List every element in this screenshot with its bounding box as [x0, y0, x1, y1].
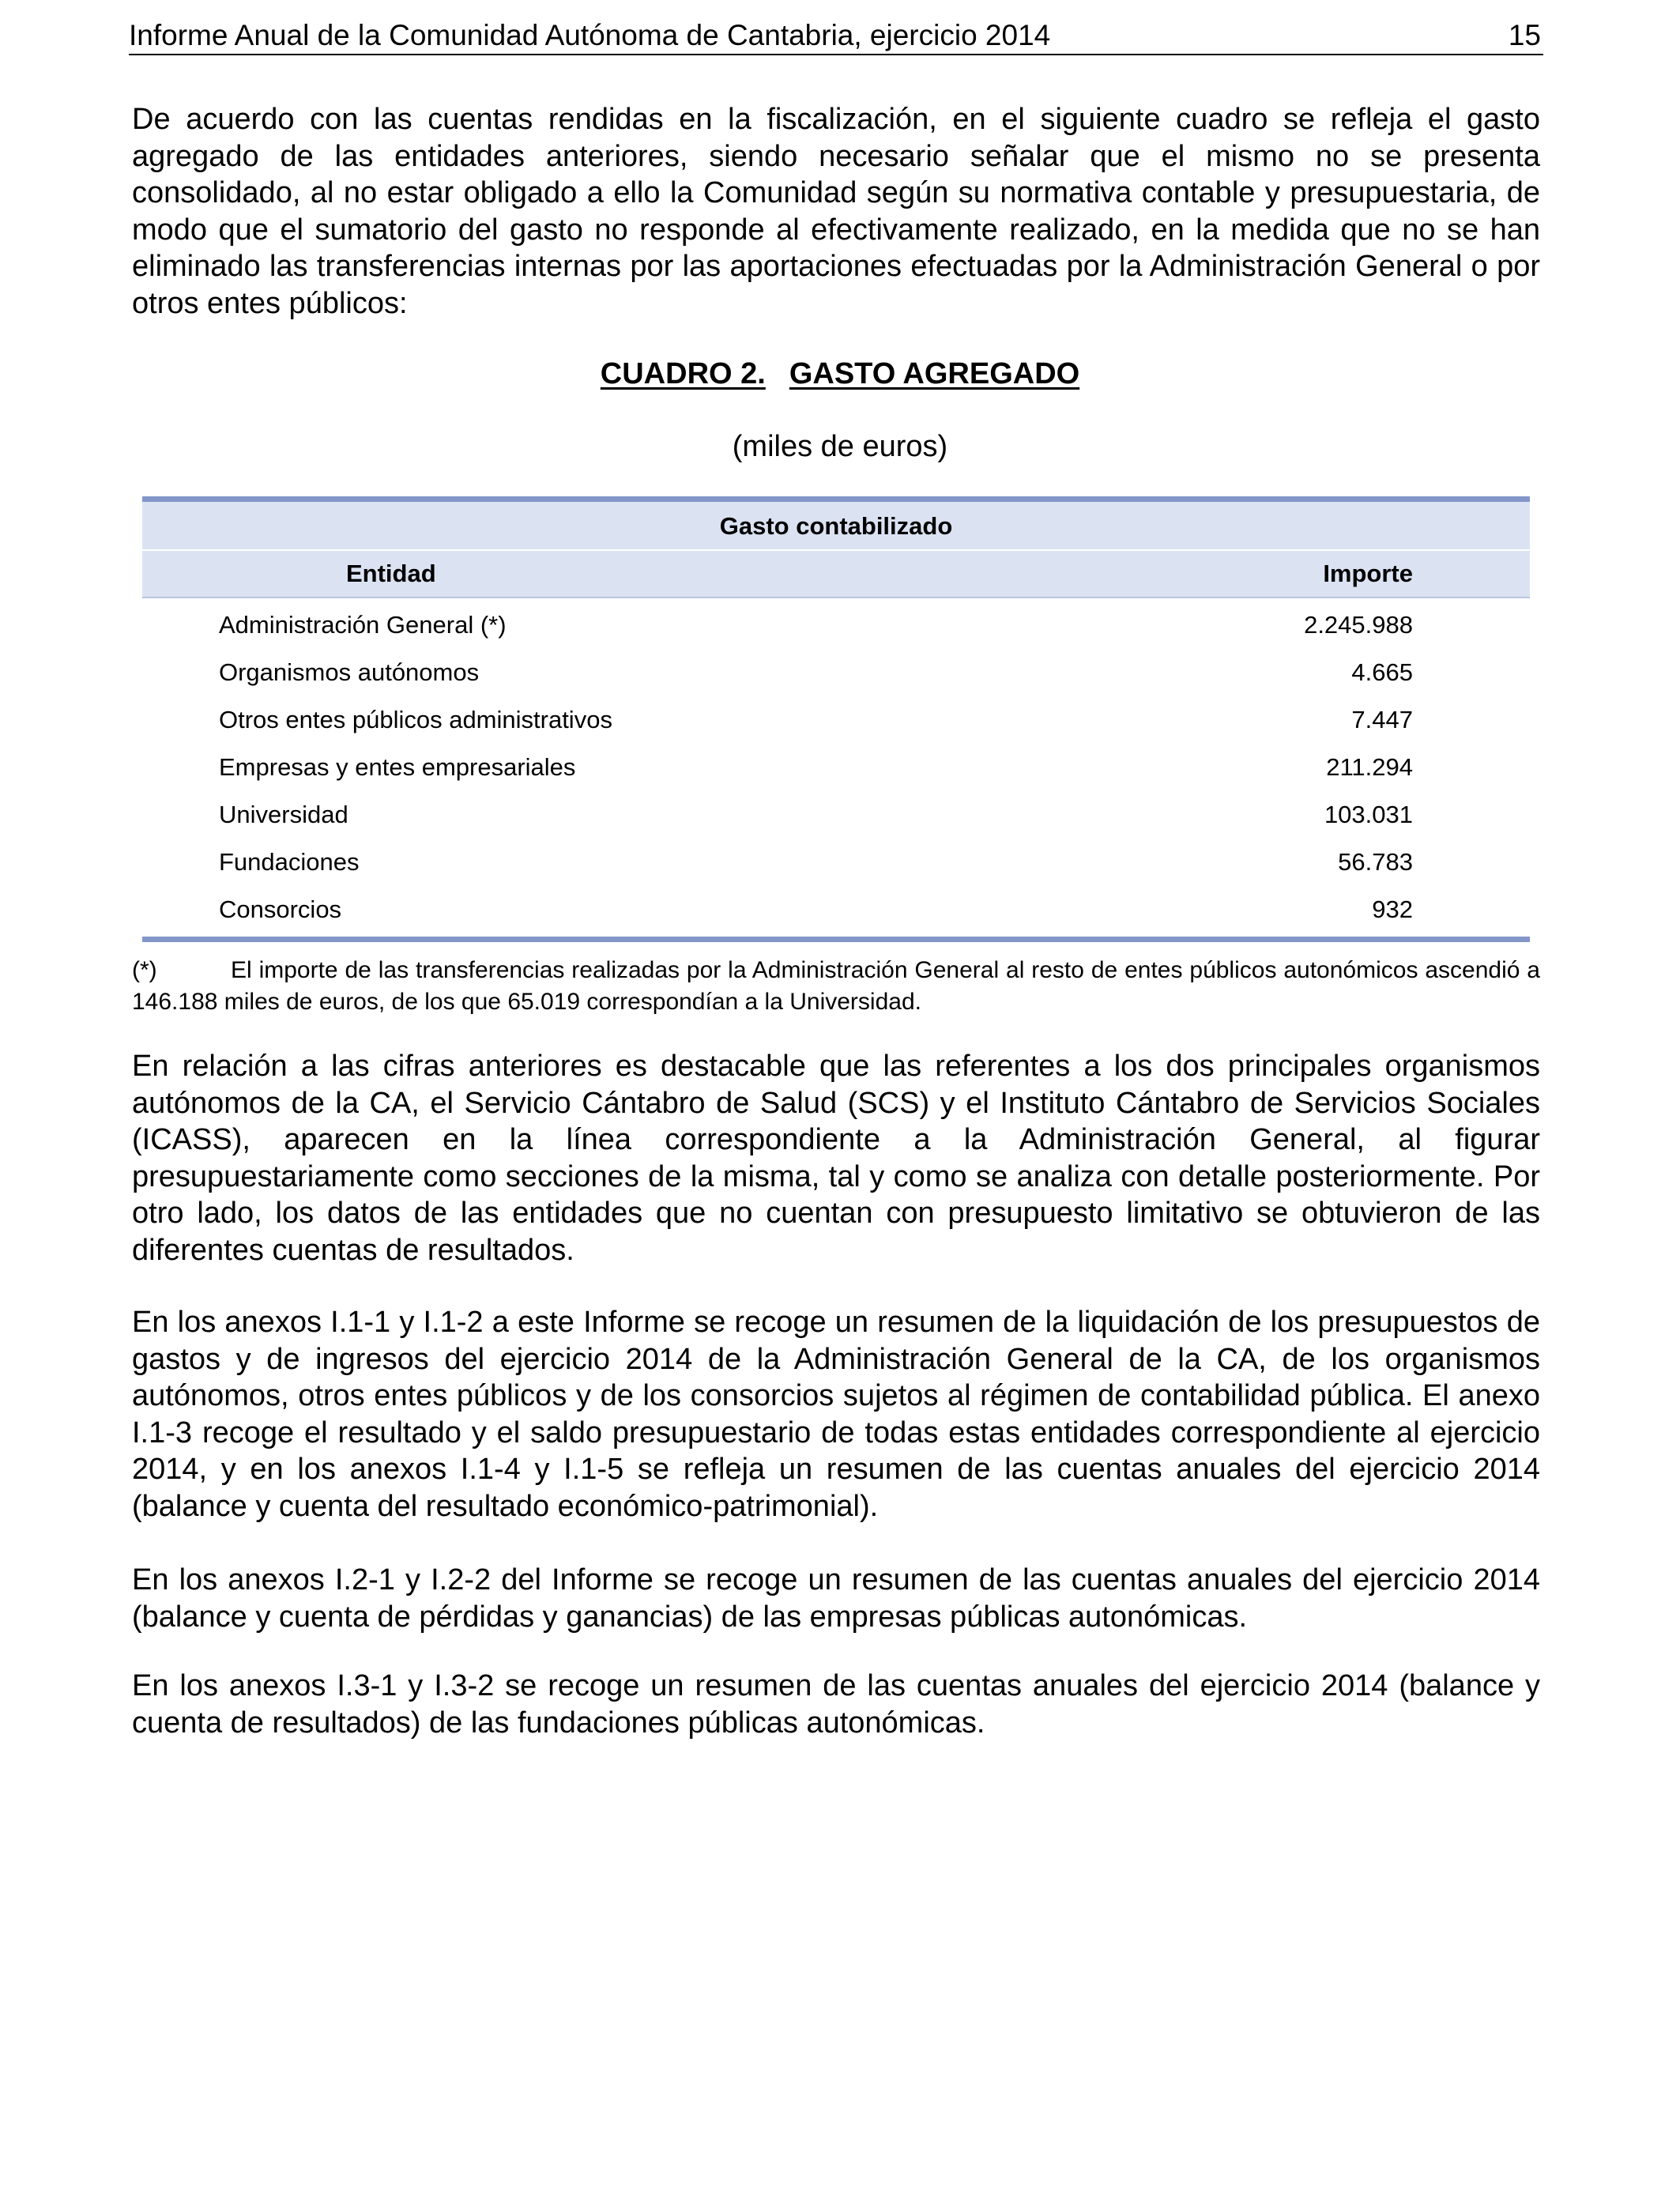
caption-number: CUADRO 2.: [600, 357, 766, 390]
table-row: [142, 696, 1530, 744]
column-entity-header: Entidad: [346, 560, 436, 587]
table-bottom-rule: [142, 937, 1530, 942]
table-row: [142, 791, 1530, 839]
row-entity: Otros entes públicos administrativos: [219, 706, 612, 733]
table-top-rule: [142, 496, 1530, 502]
paragraph-annex-3: En los anexos I.3-1 y I.3-2 se recoge un resumen de las cuentas anuales del ejercicio 2014 (balance y cuenta de resultados) de las fundaciones públicas autonómicas.: [132, 1669, 1540, 1740]
row-entity: Fundaciones: [219, 848, 360, 876]
paragraph-analysis: En relación a las cifras anteriores es destacable que las referentes a los dos principales organismos autónomos de la CA, el Servicio Cántabro de Salud (SCS) y el Instituto Cántabro de Servicios Sociales (ICASS), aparecen en la línea correspondiente a la Administración General, al figurar presupuestariamente como secciones de la misma, tal y como se analiza con detalle posteriormente. Por otro lado, los datos de las entidades que no cuentan con presupuesto limitativo se obtuvieron de las diferentes cuentas de resultados.: [132, 1050, 1540, 1267]
row-amount: 2.245.988: [1304, 611, 1413, 639]
table-row: [142, 839, 1530, 886]
row-amount: 4.665: [1351, 658, 1413, 686]
header-title: Informe Anual de la Comunidad Autónoma de Cantabria, ejercicio 2014: [129, 19, 1051, 51]
paragraph-annex-2: En los anexos I.2-1 y I.2-2 del Informe se recoge un resumen de las cuentas anuales del ejercicio 2014 (balance y cuenta de pérdidas y ganancias) de las empresas públicas autonómicas.: [132, 1563, 1540, 1634]
row-amount: 103.031: [1324, 801, 1413, 828]
row-entity: Organismos autónomos: [219, 658, 480, 686]
table-row: [142, 886, 1530, 933]
row-entity: Universidad: [219, 801, 348, 828]
table-row: [142, 744, 1530, 791]
running-header: [129, 17, 1543, 55]
row-amount: 932: [1372, 895, 1413, 923]
page-number: 15: [1508, 19, 1541, 51]
table-caption: [0, 354, 1680, 394]
row-amount: 211.294: [1326, 753, 1413, 781]
table-body: [142, 598, 1530, 937]
table-unit: (miles de euros): [732, 430, 948, 463]
expense-table: [142, 496, 1530, 942]
table-group-header: Gasto contabilizado: [142, 502, 1530, 551]
table-column-header: [142, 551, 1530, 598]
paragraph-intro: De acuerdo con las cuentas rendidas en la fiscalización, en el siguiente cuadro se refleja el gasto agregado de las entidades anteriores, siendo necesario señalar que el mismo no se presenta consolidado, al no estar obligado a ello la Comunidad según su normativa contable y presupuestaria, de modo que el sumatorio del gasto no responde al efectivamente realizado, en la medida que no se han eliminado las transferencias internas por las aportaciones efectuadas por la Administración General o por otros entes públicos:: [132, 103, 1540, 320]
footnote-mark: (*): [132, 957, 157, 983]
footnote-text: El importe de las transferencias realizadas por la Administración General al resto de entes públicos autonómicos ascendió a 146.188 miles de euros, de los que 65.019 correspondían a la Universidad.: [132, 957, 1540, 1015]
table-footnote: [132, 955, 1540, 1018]
paragraph-annex-1: En los anexos I.1-1 y I.1-2 a este Informe se recoge un resumen de la liquidación de los presupuestos de gastos y de ingresos del ejercicio 2014 de la Administración General de la CA, de los organismos autónomos, otros entes públicos y de los consorcios sujetos al régimen de contabilidad pública. El anexo I.1-3 recoge el resultado y el saldo presupuestario de todas estas entidades correspondiente al ejercicio 2014, y en los anexos I.1-4 y I.1-5 se refleja un resumen de las cuentas anuales del ejercicio 2014 (balance y cuenta del resultado económico-patrimonial).: [132, 1306, 1540, 1523]
row-amount: 7.447: [1351, 706, 1413, 733]
caption-title: GASTO AGREGADO: [789, 357, 1080, 390]
row-amount: 56.783: [1338, 848, 1413, 876]
row-entity: Consorcios: [219, 895, 342, 923]
table-row: [142, 649, 1530, 696]
column-amount-header: Importe: [1323, 560, 1413, 587]
table-row: [142, 601, 1530, 649]
row-entity: Administración General (*): [219, 611, 507, 639]
row-entity: Empresas y entes empresariales: [219, 753, 576, 781]
